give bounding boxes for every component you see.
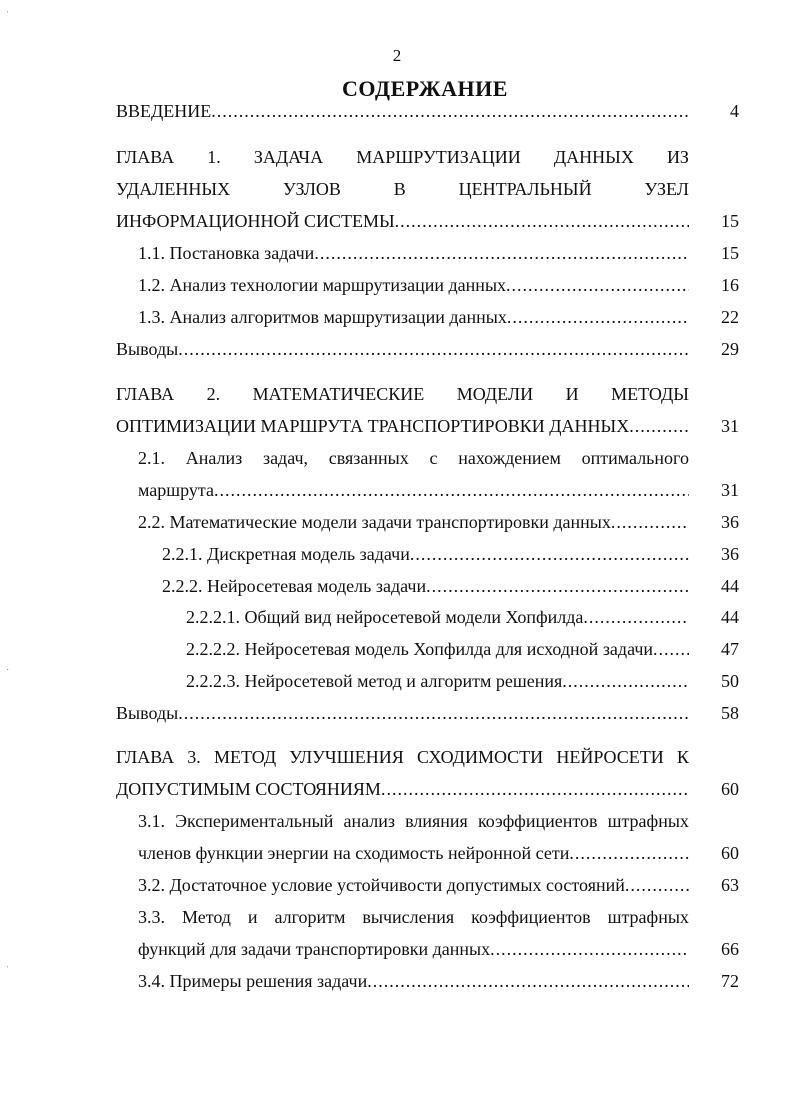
toc-entry-2-2-2-1[interactable]: 2.2.2.1. Общий вид нейросетевой модели Хопфилда .....	[186, 606, 689, 628]
toc-chapter-1-line-1[interactable]: ГЛАВА 1. ЗАДАЧА МАРШРУТИЗАЦИИ ДАННЫХ ИЗ	[116, 147, 689, 167]
toc-entry-page: 72	[721, 971, 739, 991]
toc-entry-page: 4	[730, 101, 739, 121]
toc-entry-3-3-line-1[interactable]: 3.3. Метод и алгоритм вычисления коэффициентов штрафных	[138, 907, 689, 927]
toc-entry-page: 16	[721, 275, 739, 295]
toc-entry-page: 15	[721, 243, 739, 263]
toc-entry-page: 66	[721, 939, 739, 959]
toc-entry-page: 15	[721, 211, 739, 231]
page-number: 2	[392, 46, 402, 65]
toc-entry-3-4[interactable]: 3.4. Примеры решения задачи .....	[138, 970, 689, 992]
toc-entry-page: 31	[721, 480, 739, 500]
toc-entry-page: 22	[721, 307, 739, 327]
toc-entry-conclusions-2[interactable]: Выводы .....	[116, 702, 689, 724]
toc-entry-page: 44	[721, 607, 739, 627]
toc-chapter-1-line-2[interactable]: УДАЛЕННЫХ УЗЛОВ В ЦЕНТРАЛЬНЫЙ УЗЕЛ	[116, 179, 689, 199]
toc-entry-2-2[interactable]: 2.2. Математические модели задачи транспортировки данных .....	[138, 511, 689, 533]
toc-entry-title: ВВЕДЕНИЕ	[116, 101, 212, 121]
toc-chapter-3-line-2[interactable]: ДОПУСТИМЫМ СОСТОЯНИЯМ .....	[116, 778, 689, 800]
scan-speck: ˈ	[6, 965, 10, 976]
toc-entry-1-3[interactable]: 1.3. Анализ алгоритмов маршрутизации данных .....	[138, 306, 689, 328]
toc-entry-page: 31	[721, 416, 739, 436]
toc-entry-1-2[interactable]: 1.2. Анализ технологии маршрутизации данных .....	[138, 274, 689, 296]
toc-entry-1-1[interactable]: 1.1. Постановка задачи .....	[138, 242, 689, 264]
toc-entry-intro[interactable]	[116, 100, 689, 122]
toc-entry-page: 58	[721, 703, 739, 723]
toc-entry-page: 60	[721, 843, 739, 863]
toc-chapter-2-line-2[interactable]: ОПТИМИЗАЦИИ МАРШРУТА ТРАНСПОРТИРОВКИ ДАННЫХ .....	[116, 415, 689, 437]
toc-entry-page: 36	[721, 512, 739, 532]
toc-entry-3-3-line-2[interactable]: функций для задачи транспортировки данных .....	[138, 938, 689, 960]
toc-entry-2-2-2-2[interactable]: 2.2.2.2. Нейросетевая модель Хопфилда для исходной задачи .....	[186, 638, 689, 660]
toc-chapter-3-line-1[interactable]: ГЛАВА 3. МЕТОД УЛУЧШЕНИЯ СХОДИМОСТИ НЕЙРОСЕТИ К	[116, 747, 689, 767]
toc-entry-3-2[interactable]: 3.2. Достаточное условие устойчивости допустимых состояний .....	[138, 874, 689, 896]
scan-speck: ˙	[6, 668, 10, 679]
scan-speck: ˈ	[6, 10, 10, 21]
toc-entry-2-2-1[interactable]: 2.2.1. Дискретная модель задачи .....	[162, 543, 689, 565]
toc-chapter-1-line-3[interactable]: ИНФОРМАЦИОННОЙ СИСТЕМЫ .....	[116, 210, 689, 232]
toc-entry-page: 44	[721, 576, 739, 596]
toc-entry-2-1-line-2[interactable]: маршрута .....	[138, 479, 689, 501]
toc-entry-conclusions-1[interactable]: Выводы .....	[116, 338, 689, 360]
page-title: СОДЕРЖАНИЕ	[342, 76, 508, 101]
toc-entry-page: 63	[721, 875, 739, 895]
toc-entry-3-1-line-2[interactable]: членов функции энергии на сходимость нейронной сети .....	[138, 842, 689, 864]
toc-entry-page: 36	[721, 544, 739, 564]
toc-entry-3-1-line-1[interactable]: 3.1. Экспериментальный анализ влияния коэффициентов штрафных	[138, 811, 689, 831]
toc-entry-2-2-2-3[interactable]: 2.2.2.3. Нейросетевой метод и алгоритм решения .....	[186, 670, 689, 692]
toc-entry-2-1-line-1[interactable]: 2.1. Анализ задач, связанных с нахождением оптимального	[138, 448, 689, 468]
toc-entry-page: 47	[721, 639, 739, 659]
toc-entry-page: 29	[721, 339, 739, 359]
toc-entry-2-2-2[interactable]: 2.2.2. Нейросетевая модель задачи .....	[162, 575, 689, 597]
toc-entry-page: 60	[721, 779, 739, 799]
toc-chapter-2-line-1[interactable]: ГЛАВА 2. МАТЕМАТИЧЕСКИЕ МОДЕЛИ И МЕТОДЫ	[116, 384, 689, 404]
toc-entry-page: 50	[721, 671, 739, 691]
